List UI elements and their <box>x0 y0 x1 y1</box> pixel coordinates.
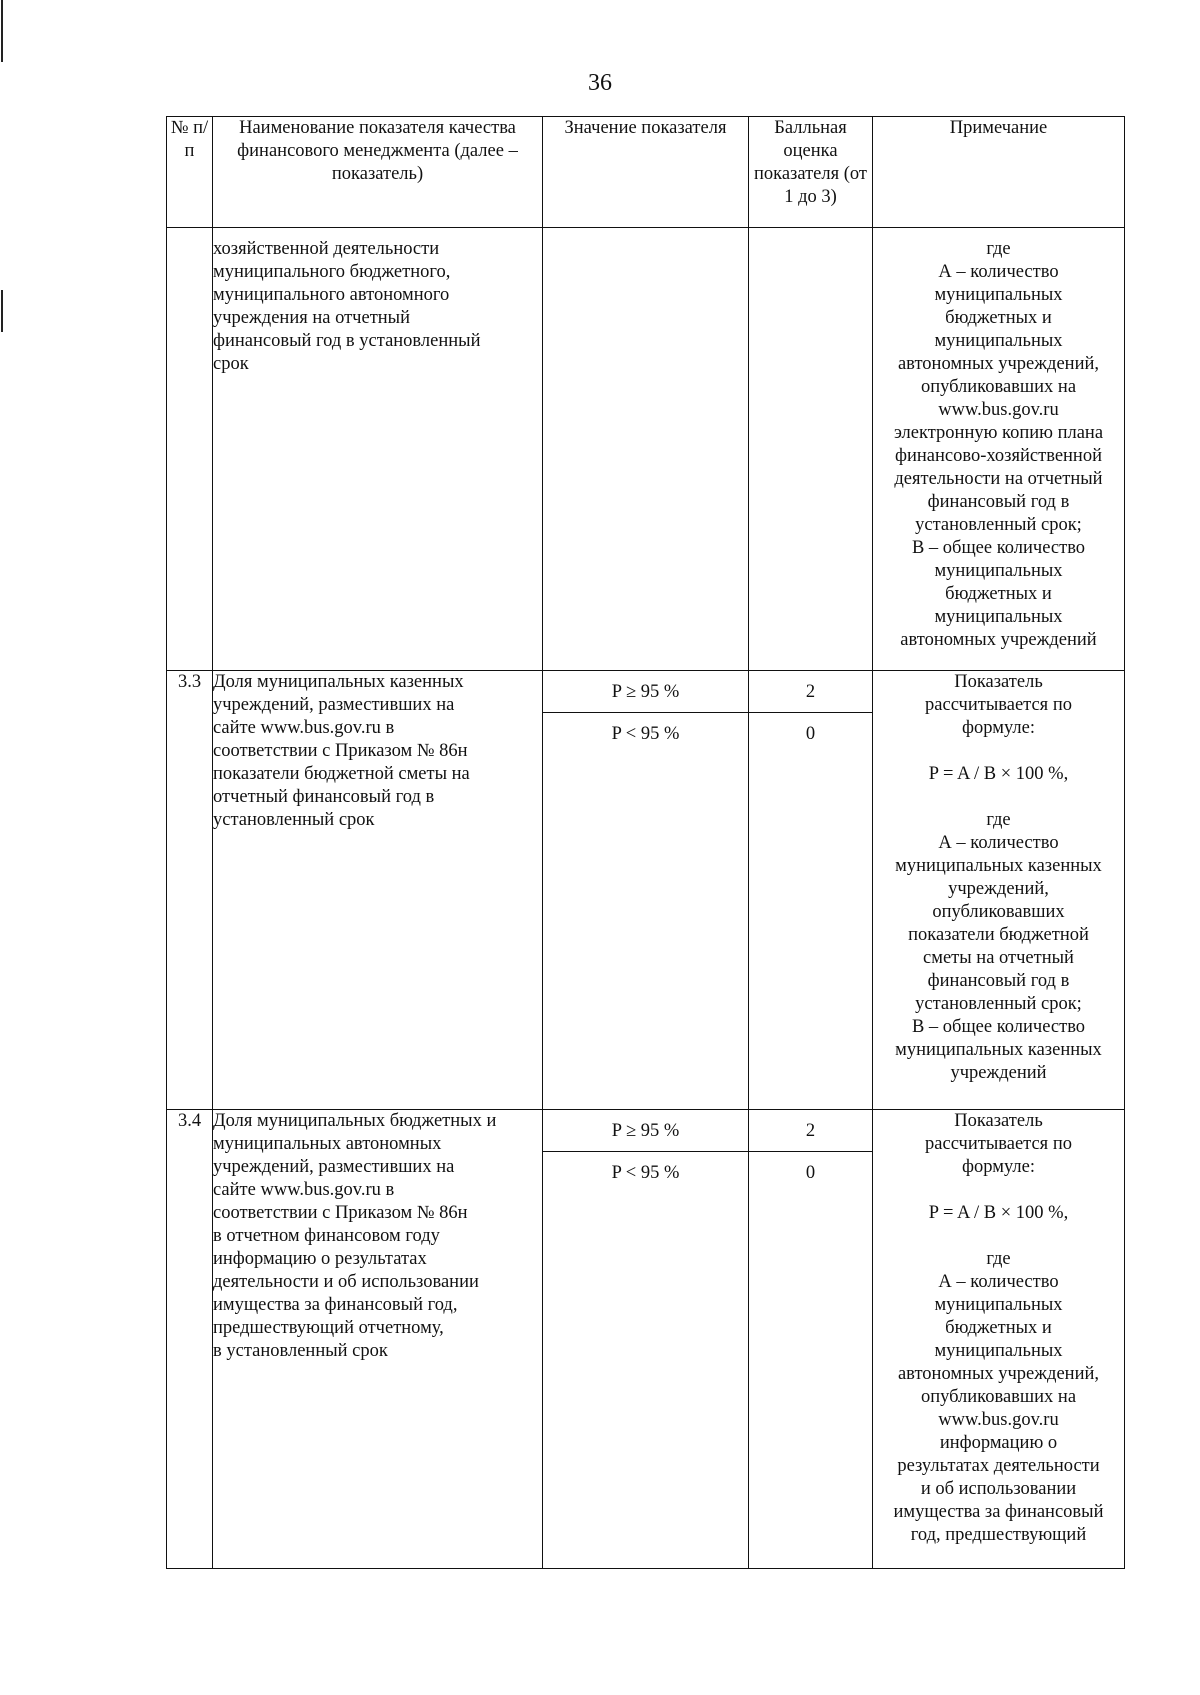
table-row-3-3 <box>167 671 1125 1110</box>
row-num <box>167 228 213 671</box>
row-score <box>749 1110 873 1569</box>
value-condition: P ≥ 95 % <box>542 1110 749 1152</box>
row-name: хозяйственной деятельности муниципального бюджетного, муниципального автономного учреждения на отчетный финансовый год в установленный срок <box>213 228 543 671</box>
value-condition: P < 95 % <box>611 1163 680 1183</box>
table-row-3-4 <box>167 1110 1125 1569</box>
score-value: 0 <box>805 724 816 744</box>
row-score <box>749 228 873 671</box>
header-value: Значение показателя <box>543 117 749 228</box>
row-num: 3.3 <box>167 671 213 1110</box>
score-value: 2 <box>748 1110 873 1152</box>
header-score: Балльная оценка показателя (от 1 до 3) <box>749 117 873 228</box>
table-header-row <box>167 117 1125 228</box>
header-num: № п/п <box>167 117 213 228</box>
row-note: где А – количество муниципальных бюджетных и муниципальных автономных учреждений, опубликовавших на www.bus.gov.ru электронную копию плана финансово-хозяйственной деятельности на отчетный финансовый год в установленный срок; В – общее количество муниципальных бюджетных и муниципальных автономных учреждений <box>873 228 1125 671</box>
score-value: 2 <box>748 671 873 713</box>
scan-edge-mark <box>1 0 3 62</box>
row-value <box>543 671 749 1110</box>
header-note: Примечание <box>873 117 1125 228</box>
row-name: Доля муниципальных бюджетных и муниципальных автономных учреждений, разместивших на сайте www.bus.gov.ru в соответствии с Приказом № 86н в отчетном финансовом году информацию о результатах деятельности и об использовании имущества за финансовый год, предшествующий отчетному, в установленный срок <box>213 1110 543 1569</box>
value-condition: P < 95 % <box>611 724 680 744</box>
row-name: Доля муниципальных казенных учреждений, разместивших на сайте www.bus.gov.ru в соответствии с Приказом № 86н показатели бюджетной сметы на отчетный финансовый год в установленный срок <box>213 671 543 1110</box>
row-num: 3.4 <box>167 1110 213 1569</box>
row-value <box>543 228 749 671</box>
value-condition: P ≥ 95 % <box>542 671 749 713</box>
header-name: Наименование показателя качества финансового менеджмента (далее – показатель) <box>213 117 543 228</box>
row-note: Показатель рассчитывается по формуле: P = A / B × 100 %, где А – количество муниципальных казенных учреждений, опубликовавших показатели бюджетной сметы на отчетный финансовый год в установленный срок; В – общее количество муниципальных казенных учреждений <box>873 671 1125 1110</box>
score-value: 0 <box>805 1163 816 1183</box>
page-number: 36 <box>588 70 612 96</box>
row-value <box>543 1110 749 1569</box>
table-row-continuation <box>167 228 1125 671</box>
row-score <box>749 671 873 1110</box>
row-note: Показатель рассчитывается по формуле: P = A / B × 100 %, где А – количество муниципальных бюджетных и муниципальных автономных учреждений, опубликовавших на www.bus.gov.ru информацию о результатах деятельности и об использовании имущества за финансовый год, предшествующий <box>873 1110 1125 1569</box>
indicators-table <box>166 116 1125 1569</box>
scan-edge-mark <box>1 290 3 332</box>
